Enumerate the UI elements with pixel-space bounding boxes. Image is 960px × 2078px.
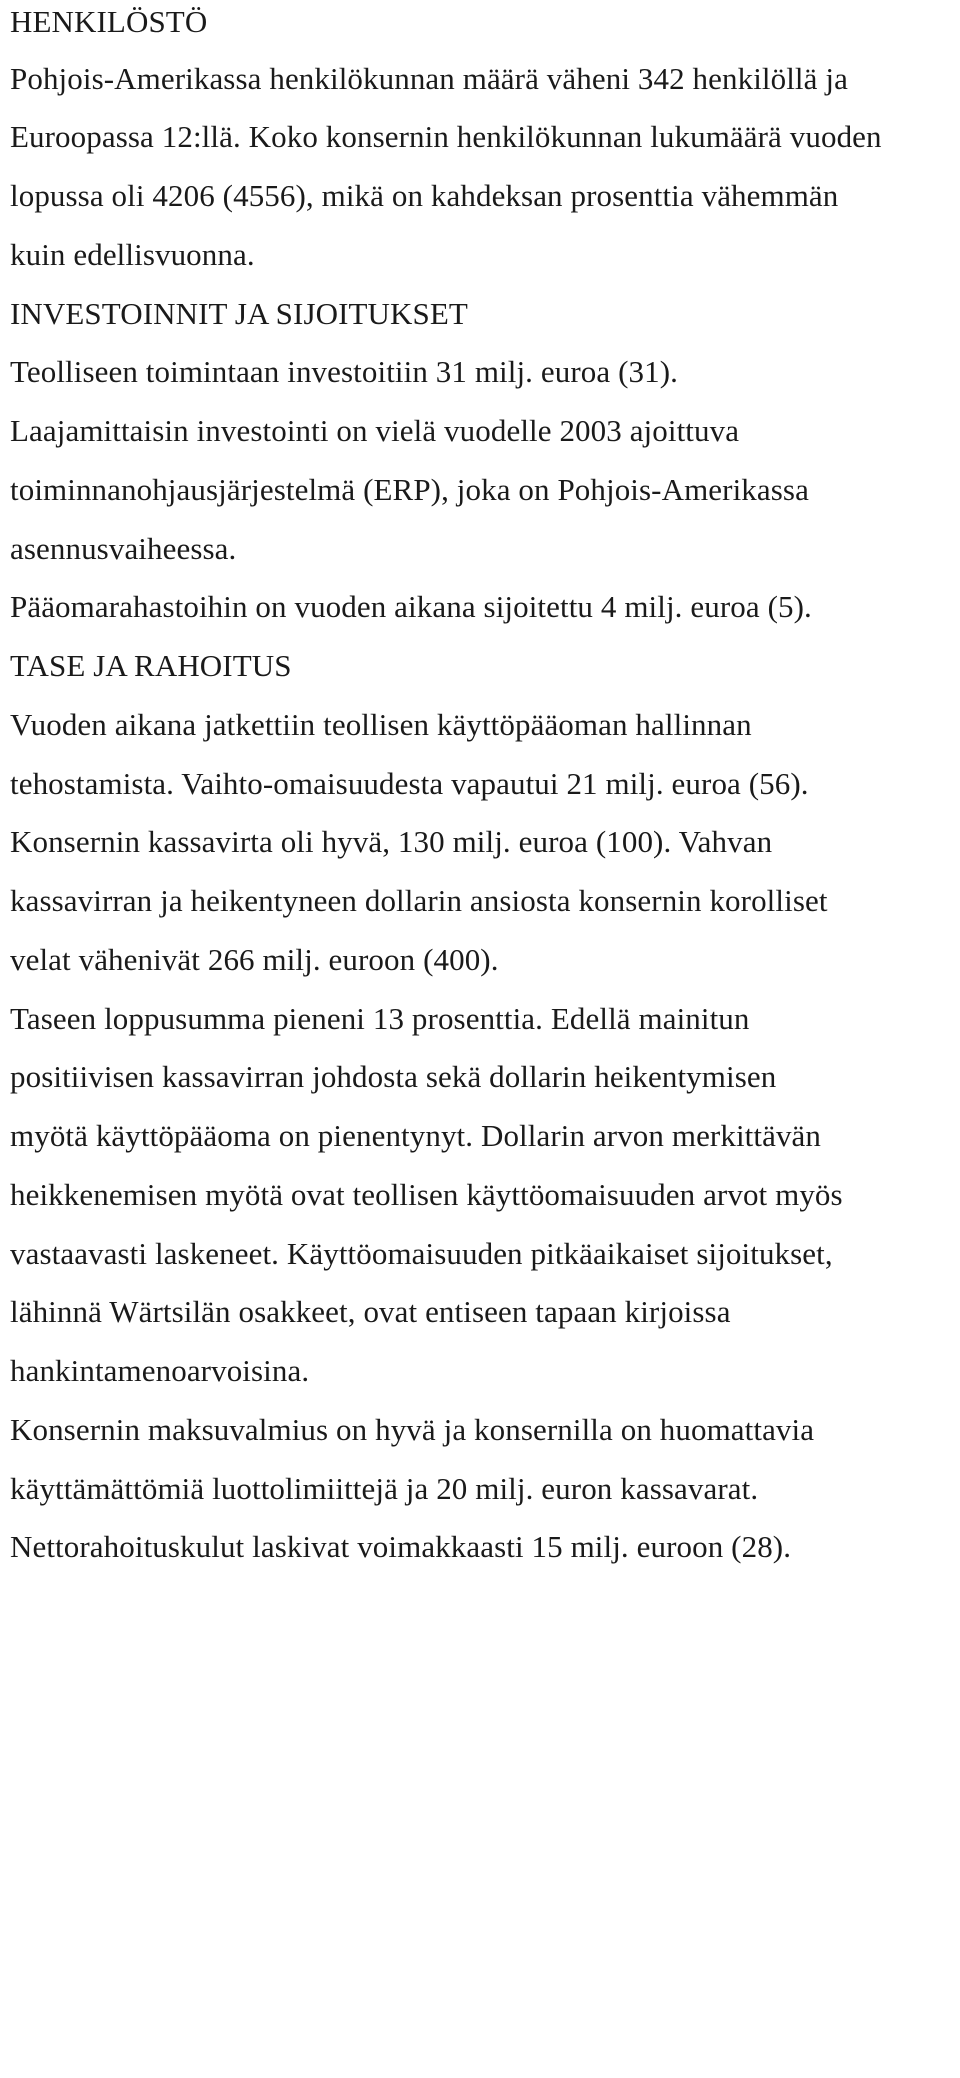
paragraph-line: lopussa oli 4206 (4556), mikä on kahdeksan prosenttia vähemmän <box>10 178 839 213</box>
paragraph-line: käyttämättömiä luottolimiittejä ja 20 milj. euron kassavarat. <box>10 1471 759 1506</box>
paragraph-line: Nettorahoituskulut laskivat voimakkaasti 15 milj. euroon (28). <box>10 1529 792 1564</box>
paragraph-line: Teolliseen toimintaan investoitiin 31 milj. euroa (31). <box>10 354 678 389</box>
heading-henkilosto: HENKILÖSTÖ <box>10 4 208 39</box>
paragraph-line: velat vähenivät 266 milj. euroon (400). <box>10 942 499 977</box>
paragraph-line: Vuoden aikana jatkettiin teollisen käyttöpääoman hallinnan <box>10 707 752 742</box>
paragraph-line: positiivisen kassavirran johdosta sekä dollarin heikentymisen <box>10 1059 777 1094</box>
paragraph-line: myötä käyttöpääoma on pienentynyt. Dollarin arvon merkittävän <box>10 1118 822 1153</box>
paragraph-line: vastaavasti laskeneet. Käyttöomaisuuden pitkäaikaiset sijoitukset, <box>10 1236 833 1271</box>
paragraph-line: Taseen loppusumma pieneni 13 prosenttia. Edellä mainitun <box>10 1001 750 1036</box>
paragraph-line: toiminnanohjausjärjestelmä (ERP), joka on Pohjois-Amerikassa <box>10 472 809 507</box>
heading-tase-ja-rahoitus: TASE JA RAHOITUS <box>10 648 292 683</box>
paragraph-line: lähinnä Wärtsilän osakkeet, ovat entiseen tapaan kirjoissa <box>10 1294 731 1329</box>
paragraph-line: hankintamenoarvoisina. <box>10 1353 310 1388</box>
paragraph-line: kassavirran ja heikentyneen dollarin ansiosta konsernin korolliset <box>10 883 828 918</box>
paragraph-line: tehostamista. Vaihto-omaisuudesta vapautui 21 milj. euroa (56). <box>10 766 809 801</box>
paragraph-line: Pohjois-Amerikassa henkilökunnan määrä väheni 342 henkilöllä ja <box>10 61 848 96</box>
paragraph-line: Konsernin maksuvalmius on hyvä ja konsernilla on huomattavia <box>10 1412 815 1447</box>
paragraph-line: Pääomarahastoihin on vuoden aikana sijoitettu 4 milj. euroa (5). <box>10 589 812 624</box>
paragraph-line: kuin edellisvuonna. <box>10 237 255 272</box>
paragraph-line: Euroopassa 12:llä. Koko konsernin henkilökunnan lukumäärä vuoden <box>10 119 882 154</box>
heading-investoinnit-ja-sijoitukset: INVESTOINNIT JA SIJOITUKSET <box>10 296 468 331</box>
paragraph-line: Laajamittaisin investointi on vielä vuodelle 2003 ajoittuva <box>10 413 740 448</box>
paragraph-line: asennusvaiheessa. <box>10 531 237 566</box>
paragraph-line: heikkenemisen myötä ovat teollisen käyttöomaisuuden arvot myös <box>10 1177 843 1212</box>
paragraph-line: Konsernin kassavirta oli hyvä, 130 milj. euroa (100). Vahvan <box>10 824 773 859</box>
